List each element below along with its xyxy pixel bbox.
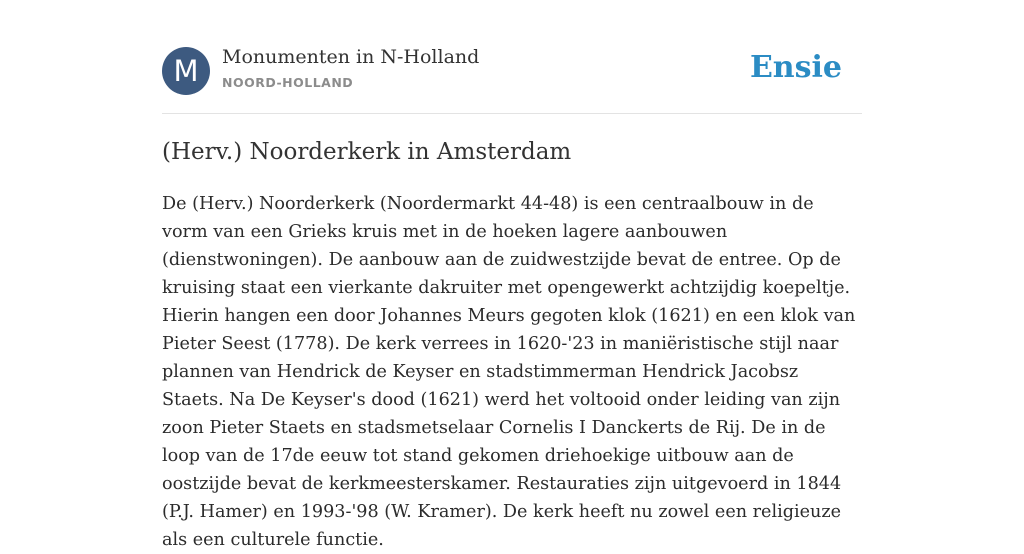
article-body: De (Herv.) Noorderkerk (Noordermarkt 44-48) is een centraalbouw in de vorm van een Grieks kruis met in de hoeken lagere aanbouwen (dienstwoningen). De aanbouw aan de zuidwestzijde bevat de entree. Op de kruising staat een vierkante dakruiter met opengewerkt achtzijdig koepeltje. Hierin hangen een door Johannes Meurs gegoten klok (1621) en een klok van Pieter Seest (1778). De kerk verrees in 1620-'23 in maniëristische stijl naar plannen van Hendrick de Keyser en stadstimmerman Hendrick Jacobsz Staets. Na De Keyser's dood (1621) werd het voltooid onder leiding van zijn zoon Pieter Staets en stadsmetselaar Cornelis I Danckerts de Rij. De in de loop van de 17de eeuw tot stand gekomen driehoekige uitbouw aan de oostzijde bevat de kerkmeesterskamer. Restauraties zijn uitgevoerd in 1844 (P.J. Hamer) en 1993-'98 (W. Kramer). De kerk heeft nu zowel een religieuze als een culturele functie.	[162, 194, 856, 550]
article-title: (Herv.) Noorderkerk in Amsterdam	[162, 139, 572, 165]
source-name[interactable]: Monumenten in N-Holland	[222, 46, 480, 68]
avatar[interactable]: M	[162, 47, 210, 95]
article-header	[162, 0, 862, 114]
article-card	[162, 0, 862, 550]
source-subtitle: NOORD-HOLLAND	[222, 75, 354, 90]
ensie-logo[interactable]: Ensie	[749, 50, 842, 85]
